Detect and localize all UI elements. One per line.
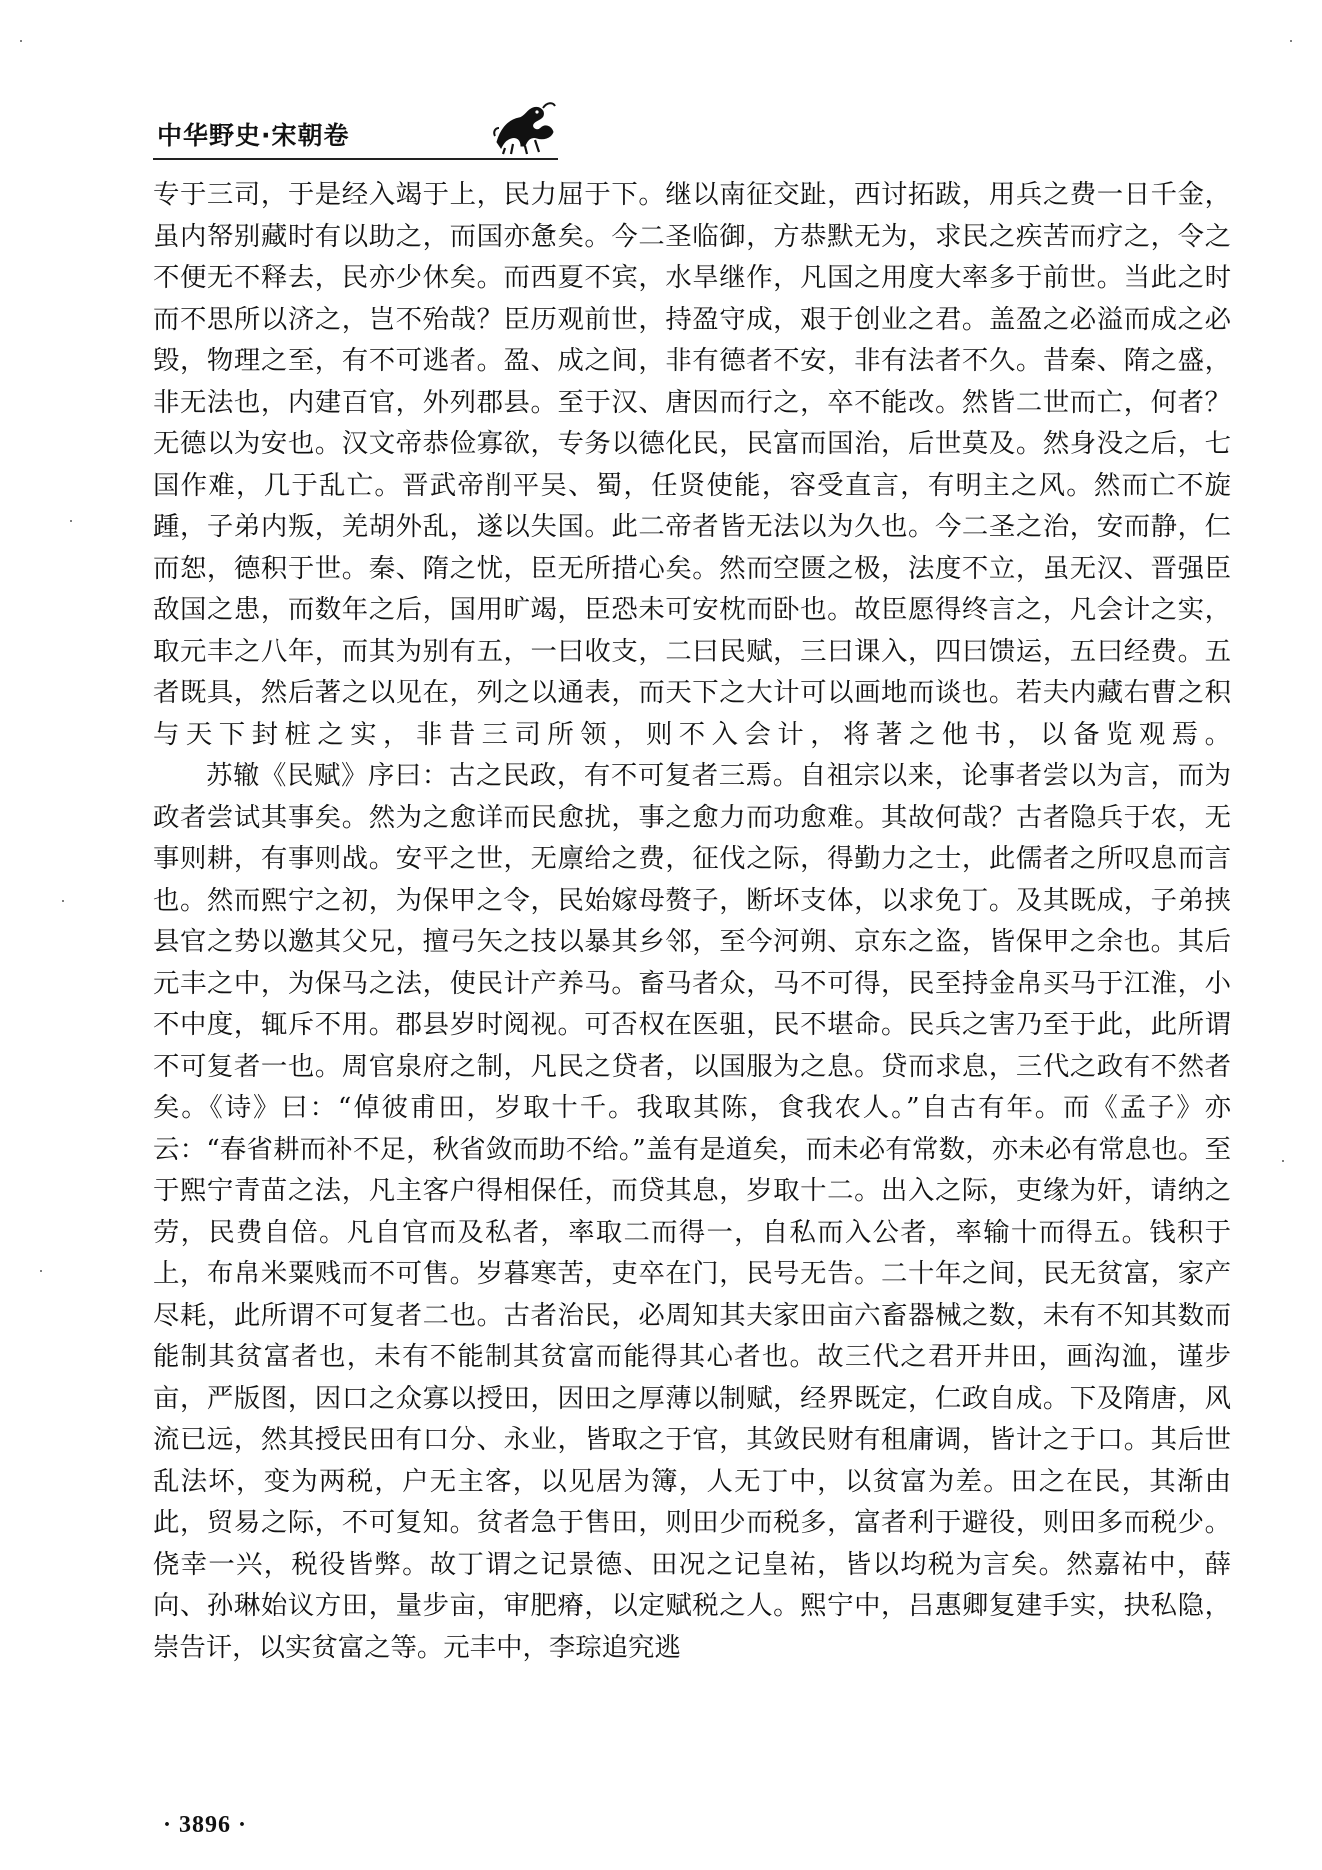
page-number: · 3896 ·	[163, 1812, 248, 1838]
scan-speck	[70, 520, 72, 522]
scan-speck	[62, 900, 64, 902]
body-text	[153, 174, 1231, 1668]
dragon-emblem-icon	[491, 98, 561, 158]
scan-speck	[1290, 40, 1292, 42]
header-rule	[153, 158, 558, 160]
running-title: 中华野史·宋朝卷	[157, 121, 350, 150]
scan-speck	[40, 1270, 42, 1272]
paragraph-2: 苏辙《民赋》序曰：古之民政，有不可复者三焉。自祖宗以来，论事者尝以为言，而为政者尝试其事矣。然为之愈详而民愈扰，事之愈力而功愈难。其故何哉？古者隐兵于农，无事则耕，有事则战。安平之世，无廪给之费，征伐之际，得勤力之士，此儒者之所叹息而言也。然而熙宁之初，为保甲之令，民始嫁母赘子，断坏支体，以求免丁。及其既成，子弟挟县官之势以邀其父兄，擅弓矢之技以暴其乡邻，至今河朔、京东之盗，皆保甲之余也。其后元丰之中，为保马之法，使民计产养马。畜马者众，马不可得，民至持金帛买马于江淮，小不中度，辄斥不用。郡县岁时阅视。可否权在医驵，民不堪命。民兵之害乃至于此，此所谓不可复者一也。周官泉府之制，凡民之贷者，以国服为之息。贷而求息，三代之政有不然者矣。《诗》曰：“倬彼甫田，岁取十千。我取其陈，食我农人。”自古有年。而《孟子》亦云：“春省耕而补不足，秋省敛而助不给。”盖有是道矣，而未必有常数，亦未必有常息也。至于熙宁青苗之法，凡主客户得相保任，而贷其息，岁取十二。出入之际，吏缘为奸，请纳之劳，民费自倍。凡自官而及私者，率取二而得一，自私而入公者，率输十而得五。钱积于上，布帛米粟贱而不可售。岁暮寒苦，吏卒在门，民号无告。二十年之间，民无贫富，家产尽耗，此所谓不可复者二也。古者治民，必周知其夫家田亩六畜器械之数，未有不知其数而能制其贫富者也，未有不能制其贫富而能得其心者也。故三代之君开井田，画沟洫，谨步亩，严版图，因口之众寡以授田，因田之厚薄以制赋，经界既定，仁政自成。下及隋唐，风流已远，然其授民田有口分、永业，皆取之于官，其敛民财有租庸调，皆计之于口。其后世乱法坏，变为两税，户无主客，以见居为簿，人无丁中，以贫富为差。田之在民，其渐由此，贸易之际，不可复知。贫者急于售田，则田少而税多，富者利于避役，则田多而税少。侥幸一兴，税役皆弊。故丁谓之记景德、田况之记皇祐，皆以均税为言矣。然嘉祐中，薛向、孙琳始议方田，量步亩，审肥瘠，以定赋税之人。熙宁中，吕惠卿复建手实，抉私隐，崇告讦，以实贫富之等。元丰中，李琮追究逃	[153, 760, 1231, 1663]
paragraph-1: 专于三司，于是经入竭于上，民力屈于下。继以南征交趾，西讨拓跋，用兵之费一日千金，虽内帑别藏时有以助之，而国亦惫矣。今二圣临御，方恭默无为，求民之疾苦而疗之，令之不便无不释去，民亦少休矣。而西夏不宾，水旱继作，凡国之用度大率多于前世。当此之时而不思所以济之，岂不殆哉？臣历观前世，持盈守成，艰于创业之君。盖盈之必溢而成之必毁，物理之至，有不可逃者。盈、成之间，非有德者不安，非有法者不久。昔秦、隋之盛，非无法也，内建百官，外列郡县。至于汉、唐因而行之，卒不能改。然皆二世而亡，何者？无德以为安也。汉文帝恭俭寡欲，专务以德化民，民富而国治，后世莫及。然身没之后，七国作难，几于乱亡。晋武帝削平吴、蜀，任贤使能，容受直言，有明主之风。然而亡不旋踵，子弟内叛，羌胡外乱，遂以失国。此二帝者皆无法以为久也。今二圣之治，安而静，仁而恕，德积于世。秦、隋之忧，臣无所措心矣。然而空匮之极，法度不立，虽无汉、晋强臣敌国之患，而数年之后，国用旷竭，臣恐未可安枕而卧也。故臣愿得终言之，凡会计之实，取元丰之八年，而其为别有五，一曰收支，二曰民赋，三曰课入，四曰馈运，五曰经费。五者既具，然后著之以见在，列之以通表，而天下之大计可以画地而谈也。若夫内藏右曹之积与天下封桩之实，非昔三司所领，则不入会计，将著之他书，以备览观焉。	[153, 179, 1231, 750]
scan-speck	[1282, 1160, 1284, 1162]
scan-speck	[20, 40, 22, 42]
page-header	[153, 108, 1225, 168]
